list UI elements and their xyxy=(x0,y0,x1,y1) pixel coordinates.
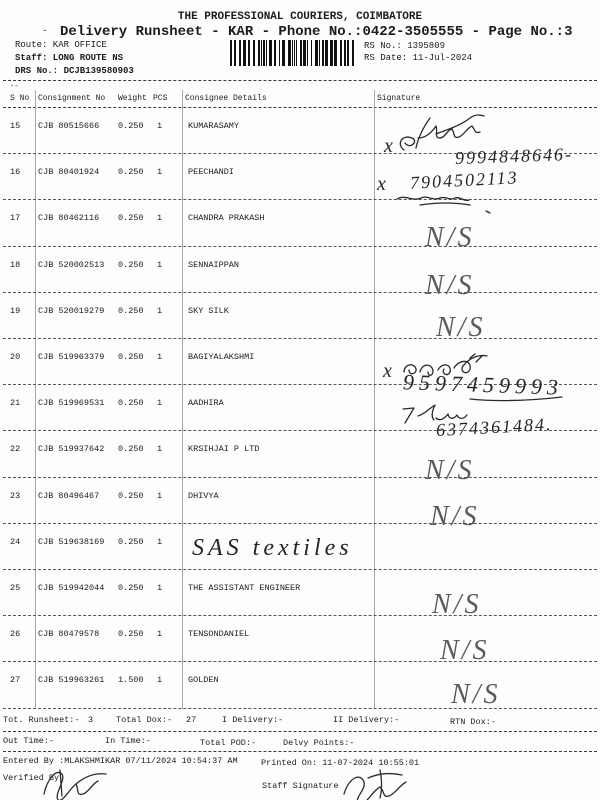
table-marker: -- xyxy=(10,83,19,91)
barcode-bar xyxy=(322,40,324,66)
barcode-bar xyxy=(292,40,293,66)
barcode-bar xyxy=(340,40,342,66)
barcode-bar xyxy=(315,40,318,66)
column-header-consignee: Consignee Details xyxy=(185,94,267,103)
row-pcs: 1 xyxy=(157,398,163,409)
barcode-bar xyxy=(234,40,236,66)
row-consignee: CHANDRA PRAKASH xyxy=(188,213,265,224)
tot-runsheet-value: 3 xyxy=(88,715,94,725)
barcode-bar xyxy=(325,40,328,66)
runsheet-title: Delivery Runsheet - KAR - Phone No.:0422-3505555 - Page No.:3 xyxy=(60,24,573,40)
staff-text: Staff: LONG ROUTE NS xyxy=(15,53,124,63)
row-pcs: 1 xyxy=(157,583,163,593)
row-consignment-no: CJB 80462116 xyxy=(38,213,100,224)
row-separator xyxy=(3,615,597,616)
handwritten-not-served: N/S xyxy=(425,270,475,301)
row-pcs: 1 xyxy=(157,167,163,178)
row-sno: 19 xyxy=(10,305,21,316)
header-dash-mark: - xyxy=(42,26,48,36)
total-dox-label: Total Dox:- xyxy=(116,715,173,725)
row-separator xyxy=(3,246,597,247)
route-text: Route: KAR OFFICE xyxy=(15,40,107,50)
row-weight: 0.250 xyxy=(118,490,144,501)
row-separator xyxy=(3,199,597,200)
handwritten-not-served: N/S xyxy=(425,222,475,253)
barcode-bar xyxy=(258,40,260,66)
barcode-bar xyxy=(334,40,337,66)
table-row xyxy=(0,664,600,710)
handwritten-mark: x xyxy=(377,173,386,195)
row-sno: 25 xyxy=(10,583,21,593)
tot-runsheet-label: Tot. Runsheet:- xyxy=(3,715,80,725)
row-consignment-no: CJB 519937642 xyxy=(38,444,105,455)
row-separator xyxy=(3,661,597,662)
row-consignee: SKY SILK xyxy=(188,305,229,316)
row-consignee: THE ASSISTANT ENGINEER xyxy=(188,583,301,593)
row-weight: 0.250 xyxy=(118,398,144,409)
table-row xyxy=(0,202,600,248)
row-consignee: KUMARASAMY xyxy=(188,121,240,131)
table-row xyxy=(0,433,600,479)
row-pcs: 1 xyxy=(157,675,163,686)
row-sno: 27 xyxy=(10,675,21,686)
barcode-bar xyxy=(253,40,255,66)
handwritten-phone: 9994848646- xyxy=(454,143,574,169)
staff-signature-label: Staff Signature xyxy=(262,781,339,791)
row-consignee: SENNAIPPAN xyxy=(188,259,240,270)
row-consignment-no: CJB 80515666 xyxy=(38,121,100,131)
barcode-bar xyxy=(347,40,349,66)
row-weight: 0.250 xyxy=(118,583,144,593)
barcode xyxy=(230,40,355,66)
table-row xyxy=(0,295,600,341)
row-pcs: 1 xyxy=(157,305,163,316)
row-consignment-no: CJB 519638169 xyxy=(38,536,105,547)
divider xyxy=(3,731,597,732)
barcode-bar xyxy=(344,40,346,66)
row-consignee: BAGIYALAKSHMI xyxy=(188,352,255,362)
printed-on-text: Printed On: 11-07-2024 10:55:01 xyxy=(261,758,420,768)
entered-by-text: Entered By :MLAKSHMIKAR 07/11/2024 10:54:37 AM xyxy=(3,756,238,766)
row-sno: 26 xyxy=(10,629,21,640)
row-consignment-no: CJB 80479578 xyxy=(38,629,100,640)
row-pcs: 1 xyxy=(157,213,163,224)
barcode-bar xyxy=(300,40,302,66)
delvy-points-label: Delvy Points:- xyxy=(283,738,355,748)
row-weight: 0.250 xyxy=(118,259,144,270)
barcode-bar xyxy=(261,40,262,66)
divider xyxy=(3,80,597,81)
column-header-pcs: PCS xyxy=(153,94,168,103)
table-row xyxy=(0,572,600,618)
handwritten-not-served: N/S xyxy=(440,635,490,666)
barcode-bar xyxy=(239,40,241,66)
barcode-bar xyxy=(288,40,291,66)
row-pcs: 1 xyxy=(157,629,163,640)
company-name: THE PROFESSIONAL COURIERS, COIMBATORE xyxy=(177,11,423,23)
row-sno: 16 xyxy=(10,167,21,178)
row-separator xyxy=(3,338,597,339)
row-sno: 18 xyxy=(10,259,21,270)
barcode-bar xyxy=(230,40,232,66)
barcode-bar xyxy=(303,40,306,66)
handwritten-not-served: N/S xyxy=(425,455,475,486)
row-consignment-no: CJB 80401924 xyxy=(38,167,100,178)
row-consignment-no: CJB 520019279 xyxy=(38,305,105,316)
i-delivery-label: I Delivery:- xyxy=(222,715,284,725)
table-row xyxy=(0,249,600,295)
column-header-signature: Signature xyxy=(377,94,421,103)
rs-number: RS No.: 1395809 xyxy=(364,41,446,51)
row-pcs: 1 xyxy=(157,352,163,362)
barcode-bar xyxy=(311,40,312,66)
row-consignment-no: CJB 80496467 xyxy=(38,490,100,501)
row-consignee: GOLDEN xyxy=(188,675,219,686)
rtn-dox-label: RTN Dox:- xyxy=(450,717,496,727)
total-dox-value: 27 xyxy=(186,715,197,725)
row-consignment-no: CJB 519963261 xyxy=(38,675,105,686)
barcode-bar xyxy=(274,40,276,66)
barcode-bar xyxy=(296,40,297,66)
row-sno: 17 xyxy=(10,213,21,224)
barcode-bar xyxy=(279,40,280,66)
barcode-bar xyxy=(266,40,267,66)
barcode-bar xyxy=(352,40,354,66)
row-separator xyxy=(3,292,597,293)
row-pcs: 1 xyxy=(157,259,163,270)
verified-by-label: Verified By xyxy=(3,773,60,783)
row-sno: 20 xyxy=(10,352,21,362)
total-pod-label: Total POD:- xyxy=(200,738,257,748)
row-consignment-no: CJB 519942044 xyxy=(38,583,105,593)
row-consignee: TENSONDANIEL xyxy=(188,629,250,640)
in-time-label: In Time:- xyxy=(105,736,151,746)
row-weight: 0.250 xyxy=(118,352,144,362)
handwritten-mark: x xyxy=(383,360,392,382)
row-weight: 0.250 xyxy=(118,536,144,547)
rs-date: RS Date: 11-Jul-2024 xyxy=(364,53,473,63)
row-separator xyxy=(3,477,597,478)
row-sno: 15 xyxy=(10,121,21,131)
row-consignee: DHIVYA xyxy=(188,490,219,501)
row-consignment-no: CJB 520002513 xyxy=(38,259,105,270)
handwritten-not-served: N/S xyxy=(432,589,482,620)
column-header-sno: S No xyxy=(10,94,30,103)
row-pcs: 1 xyxy=(157,444,163,455)
table-row xyxy=(0,480,600,526)
row-consignee: KRSIHJAI P LTD xyxy=(188,444,260,455)
row-sno: 21 xyxy=(10,398,21,409)
handwritten-not-served: N/S xyxy=(430,501,480,532)
handwritten-not-served: N/S xyxy=(451,679,501,710)
row-consignment-no: CJB 519963379 xyxy=(38,352,105,362)
row-weight: 0.250 xyxy=(118,167,144,178)
row-weight: 0.250 xyxy=(118,121,144,131)
column-header-weight: Weight xyxy=(118,94,147,103)
barcode-bar xyxy=(307,40,308,66)
barcode-bar xyxy=(243,40,246,66)
handwritten-phone: 6374361484. xyxy=(435,413,553,441)
row-separator xyxy=(3,708,597,709)
column-header-consignment: Consignment No xyxy=(38,94,106,103)
row-consignee: AADHIRA xyxy=(188,398,224,409)
row-sno: 24 xyxy=(10,536,21,547)
row-weight: 0.250 xyxy=(118,213,144,224)
staff-signature xyxy=(344,770,406,800)
row-weight: 0.250 xyxy=(118,444,144,455)
row-pcs: 1 xyxy=(157,536,163,547)
row-sno: 23 xyxy=(10,490,21,501)
handwritten-mark: x xyxy=(384,135,393,157)
barcode-bar xyxy=(269,40,272,66)
handwritten-phone: 9597459993 xyxy=(402,369,564,400)
barcode-bar xyxy=(294,40,295,66)
handwritten-phone: 7904502113 xyxy=(409,167,520,193)
row-weight: 1.500 xyxy=(118,675,144,686)
row-sno: 22 xyxy=(10,444,21,455)
row-separator xyxy=(3,569,597,570)
barcode-bar xyxy=(282,40,285,66)
divider xyxy=(3,751,597,752)
row-pcs: 1 xyxy=(157,121,163,131)
out-time-label: Out Time:- xyxy=(3,736,55,746)
row-pcs: 1 xyxy=(157,490,163,501)
row-consignee: PEECHANDI xyxy=(188,167,234,178)
row-weight: 0.250 xyxy=(118,629,144,640)
barcode-bar xyxy=(330,40,333,66)
row-weight: 0.250 xyxy=(118,305,144,316)
table-row xyxy=(0,618,600,664)
row-consignment-no: CJB 519969531 xyxy=(38,398,105,409)
barcode-bar xyxy=(319,40,320,66)
ii-delivery-label: II Delivery:- xyxy=(333,715,400,725)
divider xyxy=(3,107,597,108)
barcode-bar xyxy=(248,40,250,66)
barcode-bar xyxy=(263,40,265,66)
handwritten-receiver-note: SAS textiles xyxy=(192,535,353,561)
handwritten-not-served: N/S xyxy=(436,312,486,343)
row-separator xyxy=(3,523,597,524)
drs-number: DRS No.: DCJB139580903 xyxy=(15,66,134,76)
